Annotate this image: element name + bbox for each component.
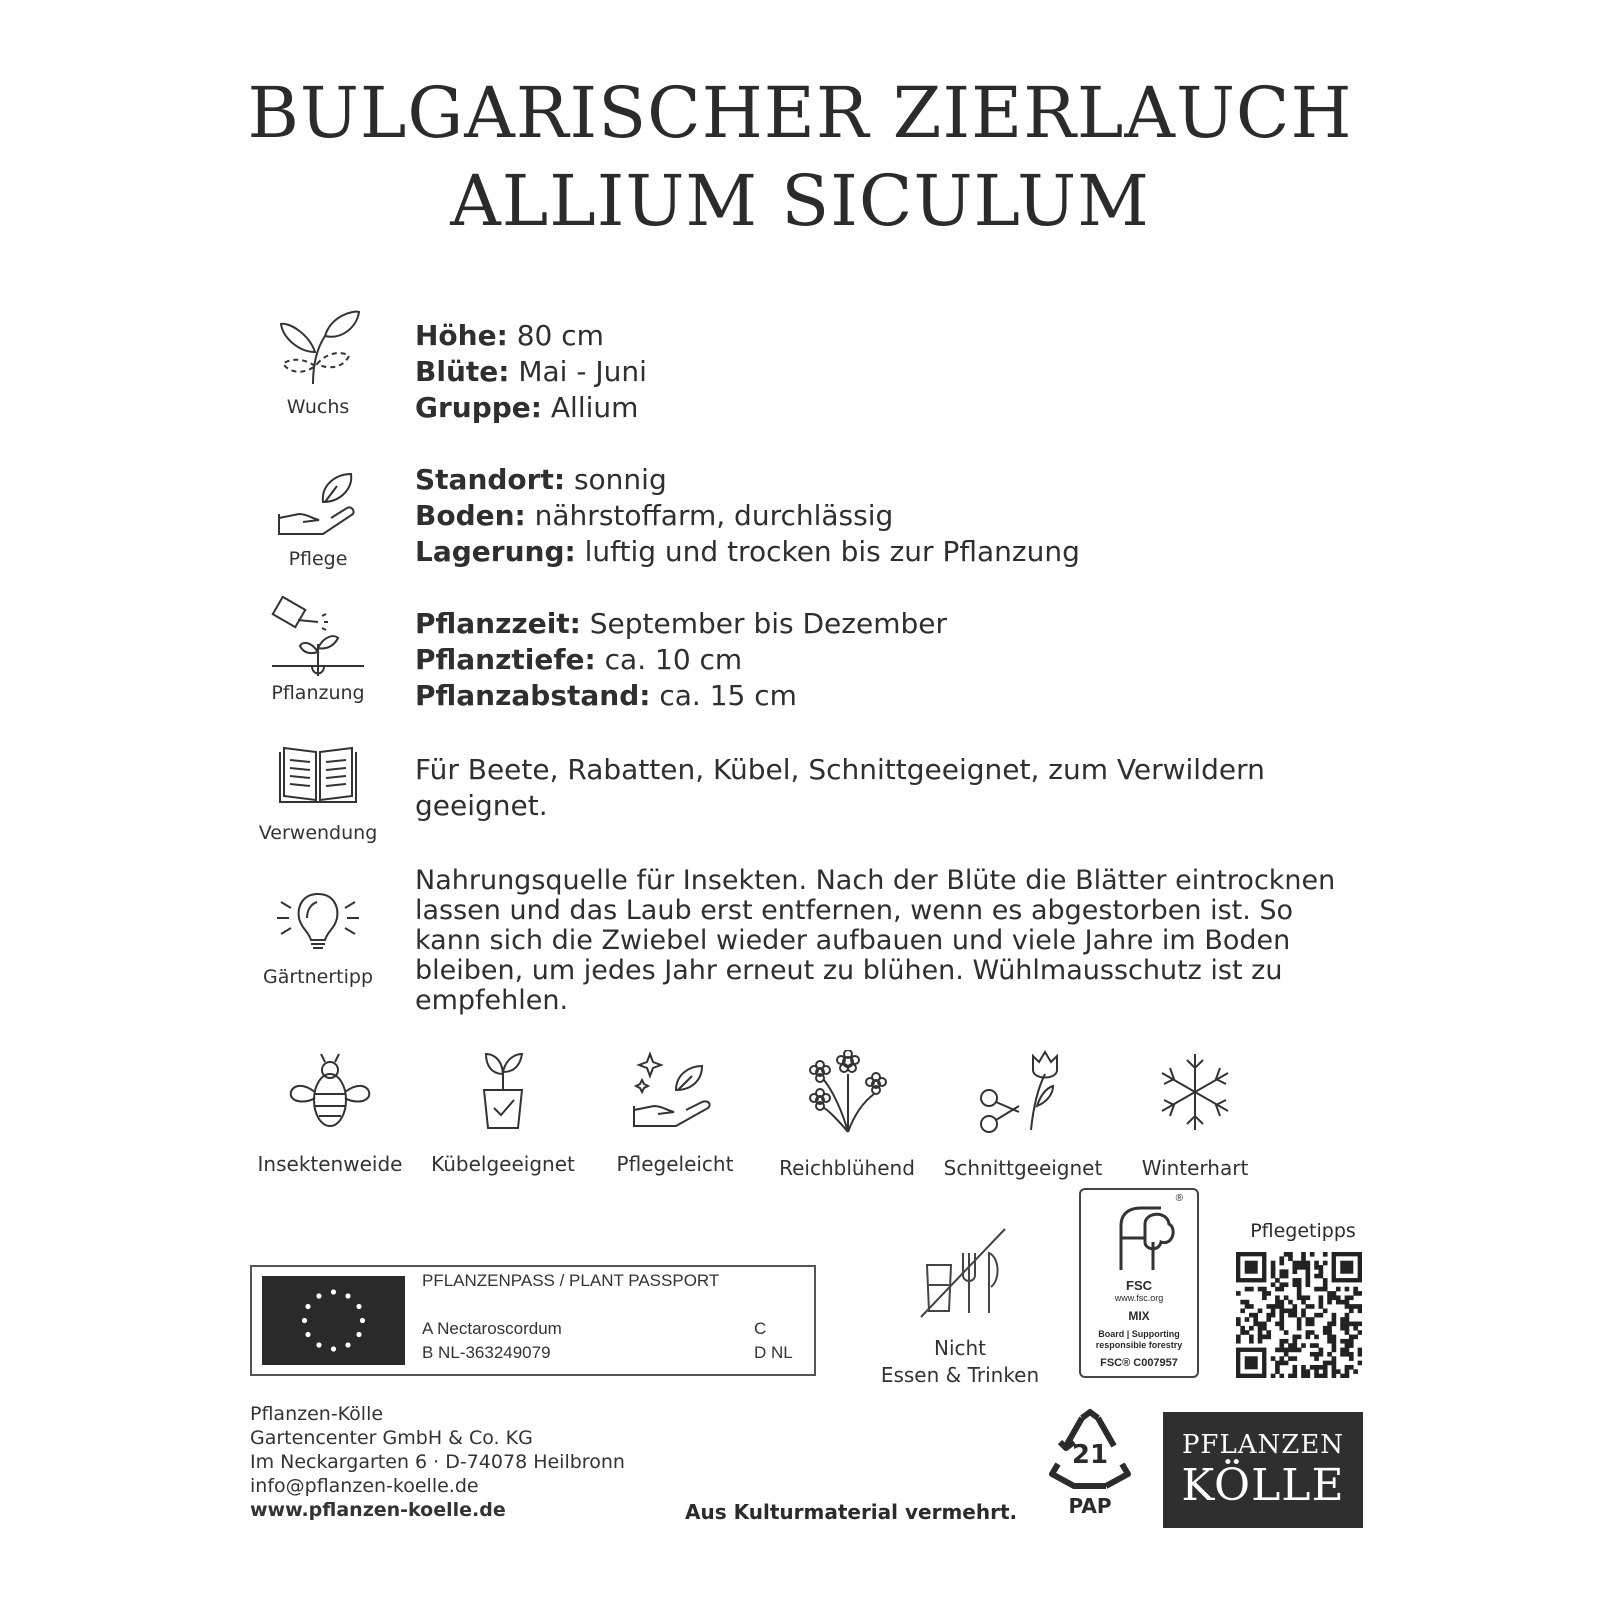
warning-line-2: Essen & Trinken: [880, 1363, 1040, 1387]
address-line: Gartencenter GmbH & Co. KG: [250, 1427, 533, 1449]
info-line: kann sich die Zwiebel wieder aufbauen und viele Jahre im Boden: [415, 925, 1291, 956]
info-line: lassen und das Laub erst entfernen, wenn es abgestorben ist. So: [415, 895, 1294, 926]
info-line: geeignet.: [415, 789, 548, 822]
feature-label: Kübelgeeignet: [431, 1152, 575, 1176]
fsc-code: FSC® C007957: [1100, 1357, 1178, 1369]
fsc-tree-icon: [1101, 1202, 1177, 1274]
passport-field-b: B NL-363249079: [422, 1343, 551, 1362]
qr-code-link[interactable]: [1236, 1252, 1362, 1382]
scissors-tulip-icon: [975, 1050, 1071, 1134]
product-title-common: BULGARISCHER ZIERLAUCH: [247, 72, 1353, 154]
info-row: Gruppe: Allium: [415, 391, 639, 424]
eu-flag-icon: [262, 1276, 405, 1365]
website-link[interactable]: www.pflanzen-koelle.de: [250, 1499, 506, 1521]
passport-field-d: D NL: [754, 1343, 793, 1362]
no-eating-drinking-icon: [905, 1225, 1015, 1325]
hand-with-leaf-icon: [273, 470, 363, 540]
info-row: Pflanztiefe: ca. 10 cm: [415, 643, 743, 676]
wuchs-section-icon-block: [258, 308, 378, 418]
feature-label: Pflegeleicht: [616, 1152, 734, 1176]
tipp-section-icon-block: [258, 888, 378, 988]
fsc-mix: MIX: [1128, 1309, 1150, 1323]
info-line: empfehlen.: [415, 985, 569, 1016]
feature-insektenweide: [245, 1050, 415, 1176]
potted-plant-check-icon: [458, 1050, 548, 1130]
propagation-note: Aus Kulturmaterial vermehrt.: [685, 1500, 1018, 1524]
fsc-desc-2: responsible forestry: [1095, 1340, 1183, 1350]
info-row: Boden: nährstoffarm, durchlässig: [415, 499, 894, 532]
info-row: Pflanzabstand: ca. 15 cm: [415, 679, 797, 712]
verwendung-label: Verwendung: [258, 822, 378, 844]
tipp-info: [415, 866, 1355, 1016]
info-line: Nahrungsquelle für Insekten. Nach der Blüte die Blätter eintrocknen: [415, 865, 1336, 896]
info-row: Blüte: Mai - Juni: [415, 355, 647, 388]
feature-label: Reichblühend: [779, 1156, 915, 1180]
pflanzung-label: Pflanzung: [271, 682, 365, 704]
qr-label: Pflegetipps: [1250, 1220, 1356, 1242]
recycle-label: PAP: [1068, 1494, 1112, 1518]
fsc-desc-1: Board | Supporting: [1098, 1329, 1180, 1339]
recycling-block: [1044, 1408, 1136, 1518]
feature-label: Winterhart: [1141, 1156, 1249, 1180]
fsc-brand: FSC: [1126, 1278, 1152, 1293]
company-address: [250, 1402, 625, 1522]
logo-line-1: PFLANZEN: [1181, 1430, 1345, 1460]
light-bulb-icon: [273, 888, 363, 958]
recycle-number: 21: [1071, 1440, 1109, 1470]
warning-block: [860, 1225, 1060, 1389]
info-row: Standort: sonnig: [415, 463, 667, 496]
pflege-section-icon-block: [258, 470, 378, 570]
feature-schnittgeeignet: [938, 1050, 1108, 1180]
info-row: Pflanzzeit: September bis Dezember: [415, 607, 947, 640]
open-book-icon: [276, 744, 360, 810]
feature-kuebelgeeignet: [418, 1050, 588, 1176]
recycling-icon: [1044, 1408, 1136, 1492]
tipp-label: Gärtnertipp: [262, 966, 374, 988]
sprouting-plant-icon: [273, 308, 363, 388]
feature-winterhart: [1110, 1050, 1280, 1180]
hand-sparkle-leaf-icon: [630, 1050, 720, 1130]
flowers-icon: [802, 1050, 892, 1134]
address-line: Pflanzen-Kölle: [250, 1403, 384, 1425]
address-line: Im Neckargarten 6 · D-74078 Heilbronn: [250, 1451, 625, 1473]
info-row: Lagerung: luftig und trocken bis zur Pflanzung: [415, 535, 1080, 568]
snowflake-icon: [1150, 1050, 1240, 1134]
info-line: Für Beete, Rabatten, Kübel, Schnittgeeignet, zum Verwildern: [415, 753, 1265, 786]
fsc-registered: ®: [1175, 1193, 1183, 1204]
feature-label: Insektenweide: [257, 1152, 403, 1176]
eu-stars: [302, 1289, 365, 1351]
product-title-botanical: ALLIUM SICULUM: [450, 160, 1150, 242]
plant-passport-box: [250, 1265, 816, 1376]
info-line: bleiben, um jedes Jahr erneut zu blühen. Wühlmausschutz ist zu: [415, 955, 1283, 986]
verwendung-info: [415, 752, 1355, 824]
watering-can-icon: [268, 596, 368, 682]
pflanzung-section-icon-block: [258, 596, 378, 704]
pflege-info: [415, 462, 1355, 570]
pflanzen-koelle-logo: [1163, 1412, 1363, 1528]
pflege-label: Pflege: [288, 548, 348, 570]
feature-label: Schnittgeeignet: [943, 1156, 1103, 1180]
pflanzung-info: [415, 606, 1355, 714]
verwendung-section-icon-block: [258, 744, 378, 844]
logo-line-2: KÖLLE: [1181, 1460, 1345, 1511]
info-row: Höhe: 80 cm: [415, 319, 604, 352]
passport-field-a: A Nectaroscordum: [422, 1319, 562, 1338]
bee-icon: [285, 1050, 375, 1130]
fsc-label: [1079, 1188, 1199, 1378]
passport-title: PFLANZENPASS / PLANT PASSPORT: [422, 1271, 720, 1290]
feature-pflegeleicht: [590, 1050, 760, 1176]
feature-reichbluehend: [762, 1050, 932, 1180]
qr-code-icon: [1236, 1252, 1362, 1378]
email-link[interactable]: info@pflanzen-koelle.de: [250, 1475, 479, 1497]
fsc-site: www.fsc.org: [1114, 1293, 1164, 1303]
warning-line-1: Nicht: [933, 1336, 987, 1360]
wuchs-info: [415, 318, 1355, 426]
passport-field-c: C: [754, 1319, 767, 1338]
wuchs-label: Wuchs: [286, 396, 350, 418]
